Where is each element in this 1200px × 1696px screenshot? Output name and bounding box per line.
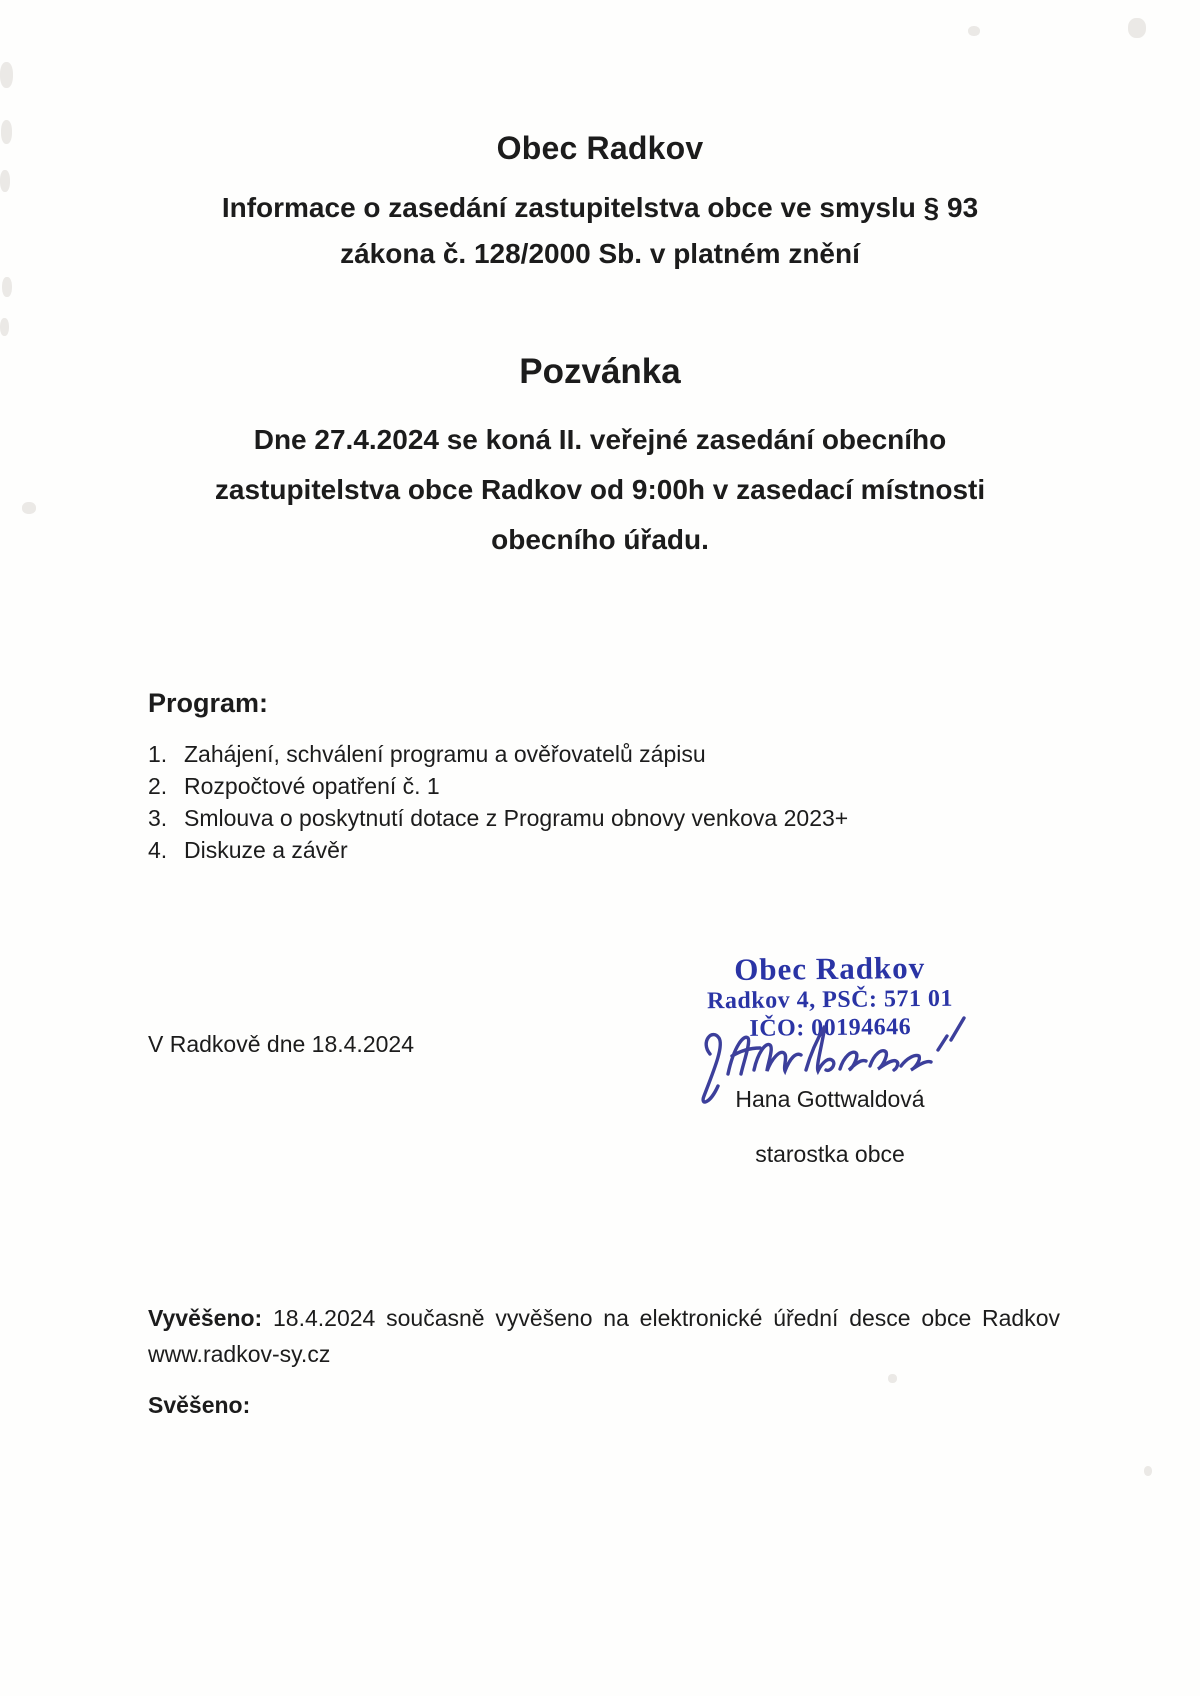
program-heading: Program:: [148, 688, 269, 718]
posted-line: [148, 1300, 1060, 1336]
scan-artifact: [1144, 1466, 1152, 1476]
program-list: [148, 738, 1048, 866]
stamp-line-2: Radkov 4, PSČ: 571 01: [706, 985, 954, 1015]
invitation-body-line-2: zastupitelstva obce Radkov od 9:00h v zasedací místnosti: [214, 474, 986, 505]
removed-label: Svěšeno:: [148, 1392, 251, 1418]
posted-label: Vyvěšeno:: [148, 1305, 263, 1331]
scan-artifact: [0, 62, 13, 88]
invitation-heading: Pozvánka: [519, 352, 681, 391]
program-item: [148, 834, 1048, 866]
signer-name: Hana Gottwaldová: [735, 1086, 925, 1112]
program-item: [148, 802, 1048, 834]
program-item-number: 4.: [148, 837, 168, 863]
program-item-text: Rozpočtové opatření č. 1: [184, 773, 440, 799]
scan-artifact: [968, 26, 980, 36]
posted-text: 18.4.2024 současně vyvěšeno na elektronické úřední desce obce Radkov: [273, 1305, 1061, 1331]
program-item-number: 1.: [148, 741, 168, 767]
program-item-text: Zahájení, schválení programu a ověřovatelů zápisu: [184, 741, 706, 767]
document-subtitle-line-2: zákona č. 128/2000 Sb. v platném znění: [340, 238, 860, 269]
scan-artifact: [0, 318, 9, 336]
program-item-number: 2.: [148, 773, 168, 799]
scan-artifact: [1128, 18, 1146, 38]
place-and-date: V Radkově dne 18.4.2024: [148, 1031, 414, 1057]
program-item: [148, 738, 1048, 770]
invitation-body-line-1: Dne 27.4.2024 se koná II. veřejné zasedání obecního: [253, 424, 947, 455]
website-text: www.radkov-sy.cz: [148, 1341, 331, 1367]
document-subtitle-line-1: Informace o zasedání zastupitelstva obce ve smyslu § 93: [221, 192, 979, 223]
scan-artifact: [0, 170, 10, 192]
stamp-line-3: IČO: 00194646: [749, 1014, 912, 1042]
program-item-text: Smlouva o poskytnutí dotace z Programu obnovy venkova 2023+: [184, 805, 849, 831]
program-item: [148, 770, 1048, 802]
scan-artifact: [2, 277, 12, 297]
program-item-text: Diskuze a závěr: [184, 837, 348, 863]
invitation-body-line-3: obecního úřadu.: [491, 524, 709, 555]
document-title: Obec Radkov: [496, 130, 704, 166]
program-item-number: 3.: [148, 805, 168, 831]
scan-artifact: [888, 1374, 897, 1383]
signer-role: starostka obce: [755, 1141, 905, 1167]
stamp-line-1: Obec Radkov: [734, 950, 926, 988]
